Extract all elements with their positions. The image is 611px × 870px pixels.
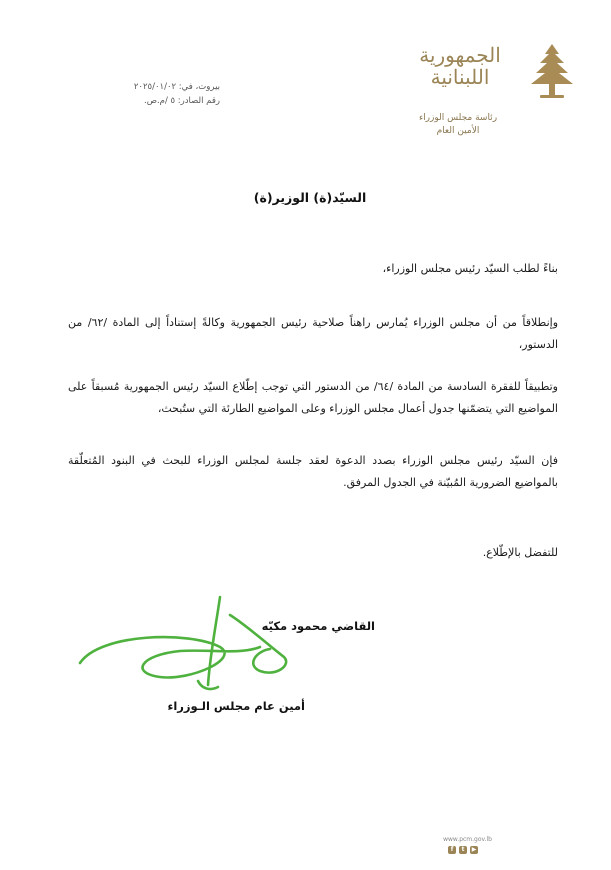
signer-title: أمين عام مجلس الـوزراء [167, 699, 305, 713]
social-icons [448, 846, 478, 854]
salutation: السيّد(ة) الوزير(ة) [253, 190, 367, 205]
place-date: بيروت، في: ٢٠٢٥/٠١/٠٢ [133, 82, 220, 92]
signer-name: القاضي محمود مكيّه [261, 619, 375, 633]
office-line-2: الأمين العام [436, 126, 480, 136]
republic-line-2: اللبنانية [430, 65, 490, 89]
reference-number: رقم الصادر: ٥ /م.ص. [144, 96, 220, 106]
twitter-icon[interactable]: t [459, 846, 467, 854]
paragraph-constitution: وتطبيقاً للفقرة السادسة من المادة /٦٤/ من الدستور التي توجب إطّلاع السيّد رئيس الجمهورية مُسبقاً على المواضيع التي يتضمّنها جدول أعمال مجلس الوزراء وعلى المواضيع الطارئة التي ستُبحث، [68, 380, 558, 415]
office-title [403, 112, 513, 138]
paragraph-session-call: فإن السيّد رئيس مجلس الوزراء بصدد الدعوة لعقد جلسة لمجلس الوزراء للبحث في البنود المُتعلّقة بالمواضيع الضرورية المُبيّنة في الجدول المرفق. [68, 454, 558, 489]
office-line-1: رئاسة مجلس الوزراء [418, 113, 498, 123]
youtube-icon[interactable]: ▶ [471, 846, 477, 853]
republic-line-1: الجمهورية [419, 43, 501, 67]
footer-website[interactable]: www.pcm.gov.lb [443, 836, 492, 843]
republic-title [405, 44, 515, 88]
paragraph-closing: للتفضل بالإطّلاع. [482, 546, 558, 559]
facebook-icon[interactable]: f [448, 846, 456, 854]
date-block [70, 80, 220, 108]
handwritten-signature [70, 585, 310, 705]
paragraph-request: بناءً لطلب السيّد رئيس مجلس الوزراء، [382, 262, 558, 275]
cedar-emblem-icon [526, 42, 578, 102]
paragraph-authority: وإنطلاقاً من أن مجلس الوزراء يُمارس راهناً صلاحية رئيس الجمهورية وكالةً إستناداً إلى المادة /٦٢/ من الدستور، [68, 316, 559, 351]
